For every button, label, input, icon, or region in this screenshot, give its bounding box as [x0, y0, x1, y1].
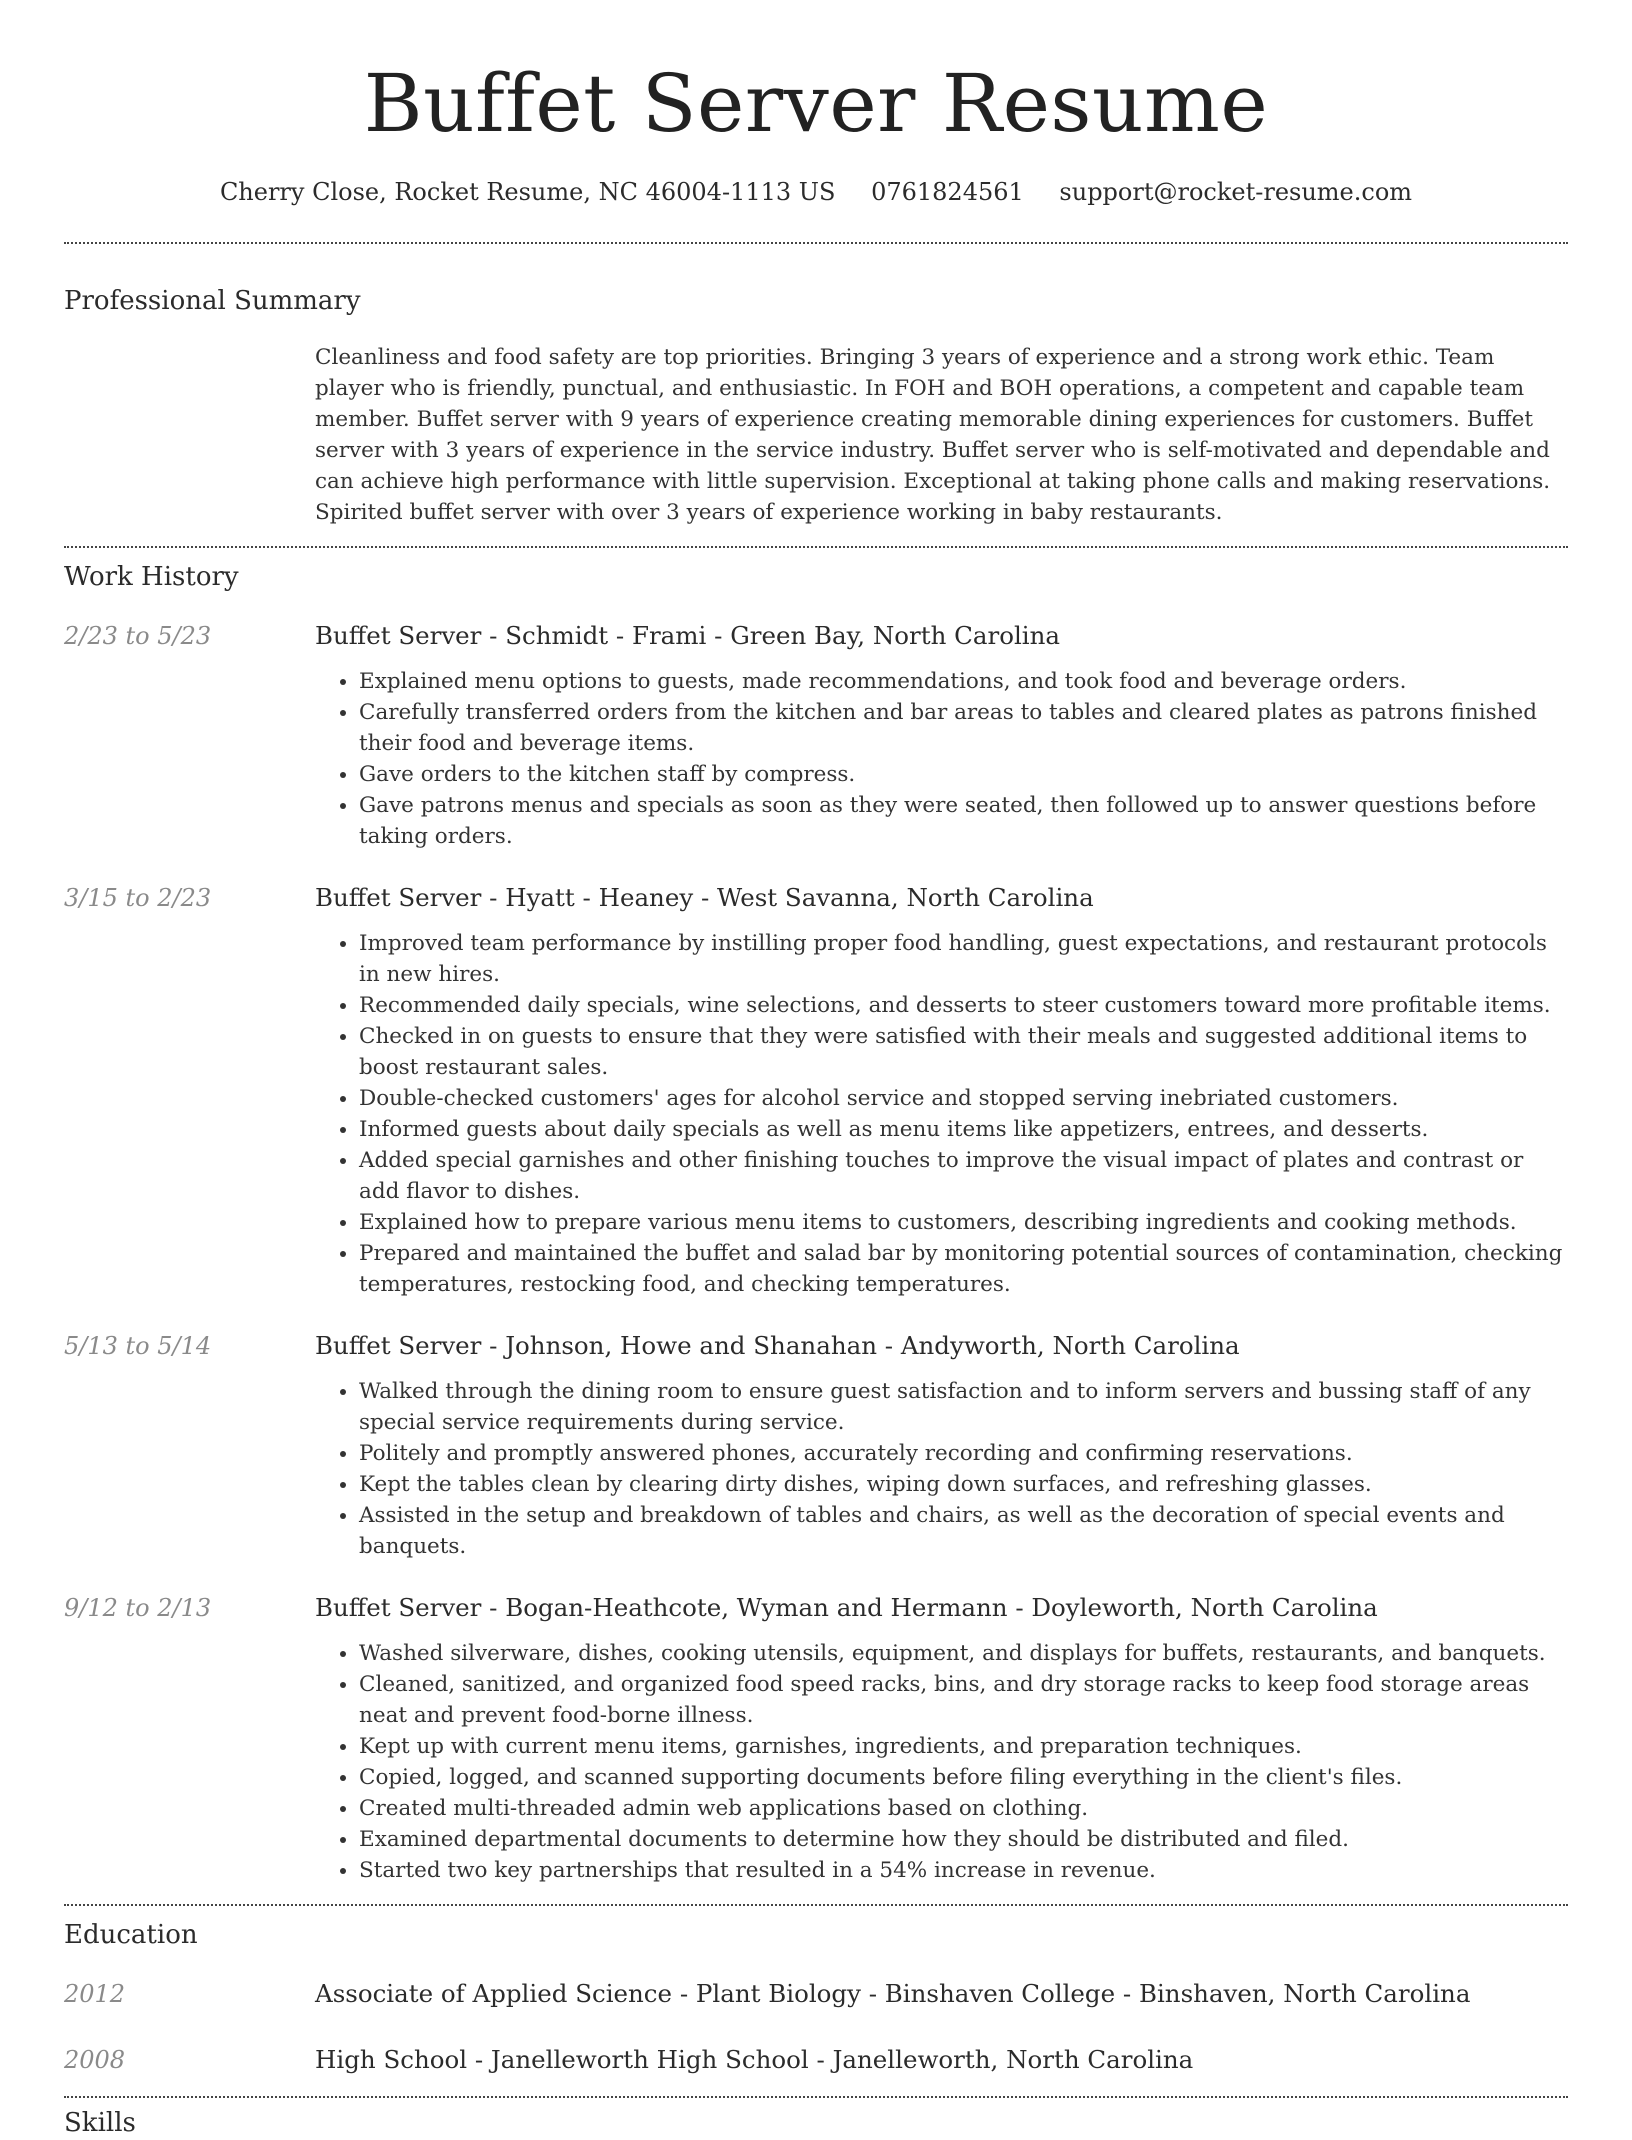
contact-email: support@rocket-resume.com: [1059, 178, 1413, 206]
work-entry-bullets: [315, 1376, 1568, 1562]
work-entry-body: [315, 882, 1568, 1300]
section-divider: [64, 2096, 1568, 2098]
work-bullet: • Explained menu options to guests, made recommendations, and took food and beverage orders.: [359, 666, 1568, 697]
work-bullet: • Gave orders to the kitchen staff by compress.: [359, 759, 1568, 790]
work-bullet: • Explained how to prepare various menu items to customers, describing ingredients and cooking methods.: [359, 1207, 1568, 1238]
contact-line: [64, 176, 1568, 208]
work-bullet: • Washed silverware, dishes, cooking utensils, equipment, and displays for buffets, restaurants, and banquets.: [359, 1638, 1568, 1669]
work-entry-heading: Buffet Server - Hyatt - Heaney - West Savanna, North Carolina: [315, 883, 1094, 912]
section-title-summary: Professional Summary: [64, 286, 361, 316]
work-bullet: • Cleaned, sanitized, and organized food speed racks, bins, and dry storage racks to keep food storage areas neat and prevent food-borne illness.: [359, 1669, 1568, 1731]
education-list: [64, 1978, 1568, 2076]
work-entry-body: [315, 1330, 1568, 1562]
contact-address: Cherry Close, Rocket Resume, NC 46004-1113 US: [219, 178, 836, 206]
work-entry-bullets: [315, 928, 1568, 1300]
work-entry-body: [315, 1592, 1568, 1886]
work-entry: [64, 1330, 1568, 1562]
education-entry-date: 2008: [64, 2046, 126, 2074]
work-bullet: • Kept the tables clean by clearing dirty dishes, wiping down surfaces, and refreshing glasses.: [359, 1469, 1568, 1500]
work-bullet: • Assisted in the setup and breakdown of tables and chairs, as well as the decoration of special events and banquets.: [359, 1500, 1568, 1562]
work-entry-date: 9/12 to 2/13: [64, 1594, 212, 1622]
work-bullet: • Improved team performance by instilling proper food handling, guest expectations, and restaurant protocols in new hires.: [359, 928, 1568, 990]
education-entry-body: [315, 2044, 1568, 2076]
contact-phone: 0761824561: [871, 178, 1024, 206]
work-history-list: [64, 620, 1568, 1886]
education-entry-date: 2012: [64, 1980, 126, 2008]
work-entry: [64, 1592, 1568, 1886]
work-bullet: • Informed guests about daily specials as well as menu items like appetizers, entrees, and desserts.: [359, 1114, 1568, 1145]
work-bullet: • Carefully transferred orders from the kitchen and bar areas to tables and cleared plates as patrons finished their food and beverage items.: [359, 697, 1568, 759]
work-bullet: • Copied, logged, and scanned supporting documents before filing everything in the client's files.: [359, 1762, 1568, 1793]
work-bullet: • Gave patrons menus and specials as soon as they were seated, then followed up to answer questions before taking orders.: [359, 790, 1568, 852]
work-bullet: • Checked in on guests to ensure that they were satisfied with their meals and suggested additional items to boost restaurant sales.: [359, 1021, 1568, 1083]
resume-title: Buffet Server Resume: [363, 57, 1269, 150]
education-entry: [64, 1978, 1568, 2010]
work-entry-heading: Buffet Server - Schmidt - Frami - Green Bay, North Carolina: [315, 621, 1061, 650]
work-entry-heading: Buffet Server - Bogan-Heathcote, Wyman and Hermann - Doyleworth, North Carolina: [315, 1593, 1378, 1622]
education-entry-heading: High School - Janelleworth High School - Janelleworth, North Carolina: [315, 2045, 1194, 2074]
work-bullet: • Walked through the dining room to ensure guest satisfaction and to inform servers and bussing staff of any special service requirements during service.: [359, 1376, 1568, 1438]
work-bullet: • Examined departmental documents to determine how they should be distributed and filed.: [359, 1824, 1568, 1855]
work-bullet: • Prepared and maintained the buffet and salad bar by monitoring potential sources of contamination, checking temperatures, restocking food, and checking temperatures.: [359, 1238, 1568, 1300]
work-bullet: • Added special garnishes and other finishing touches to improve the visual impact of plates and contrast or add flavor to dishes.: [359, 1145, 1568, 1207]
work-entry: [64, 620, 1568, 852]
work-bullet: • Created multi-threaded admin web applications based on clothing.: [359, 1793, 1568, 1824]
work-entry-bullets: [315, 1638, 1568, 1886]
education-entry-heading: Associate of Applied Science - Plant Biology - Binshaven College - Binshaven, North Carolina: [315, 1979, 1471, 2008]
work-entry: [64, 882, 1568, 1300]
work-entry-body: [315, 620, 1568, 852]
work-bullet: • Recommended daily specials, wine selections, and desserts to steer customers toward more profitable items.: [359, 990, 1568, 1021]
work-bullet: • Double-checked customers' ages for alcohol service and stopped serving inebriated customers.: [359, 1083, 1568, 1114]
education-entry-body: [315, 1978, 1568, 2010]
section-divider: [64, 1904, 1568, 1906]
section-title-education: Education: [64, 1920, 198, 1950]
work-entry-heading: Buffet Server - Johnson, Howe and Shanahan - Andyworth, North Carolina: [315, 1331, 1240, 1360]
education-entry: [64, 2044, 1568, 2076]
work-entry-bullets: [315, 666, 1568, 852]
work-bullet: • Started two key partnerships that resulted in a 54% increase in revenue.: [359, 1855, 1568, 1886]
section-title-skills: Skills: [64, 2108, 136, 2138]
summary-text: Cleanliness and food safety are top priorities. Bringing 3 years of experience and a strong work ethic. Team player who is friendly, punctual, and enthusiastic. In FOH and BOH operations, a competent and capable team member. Buffet server with 9 years of experience creating memorable dining experiences for customers. Buffet server with 3 years of experience in the service industry. Buffet server who is self-motivated and dependable and can achieve high performance with little supervision. Exceptional at taking phone calls and making reservations. Spirited buffet server with over 3 years of experience working in baby restaurants.: [315, 345, 1551, 525]
section-title-work: Work History: [64, 562, 239, 592]
work-entry-date: 2/23 to 5/23: [64, 622, 212, 650]
work-entry-date: 5/13 to 5/14: [64, 1332, 212, 1360]
work-bullet: • Politely and promptly answered phones, accurately recording and confirming reservations.: [359, 1438, 1568, 1469]
work-bullet: • Kept up with current menu items, garnishes, ingredients, and preparation techniques.: [359, 1731, 1568, 1762]
section-divider: [64, 242, 1568, 244]
section-divider: [64, 546, 1568, 548]
work-entry-date: 3/15 to 2/23: [64, 884, 212, 912]
